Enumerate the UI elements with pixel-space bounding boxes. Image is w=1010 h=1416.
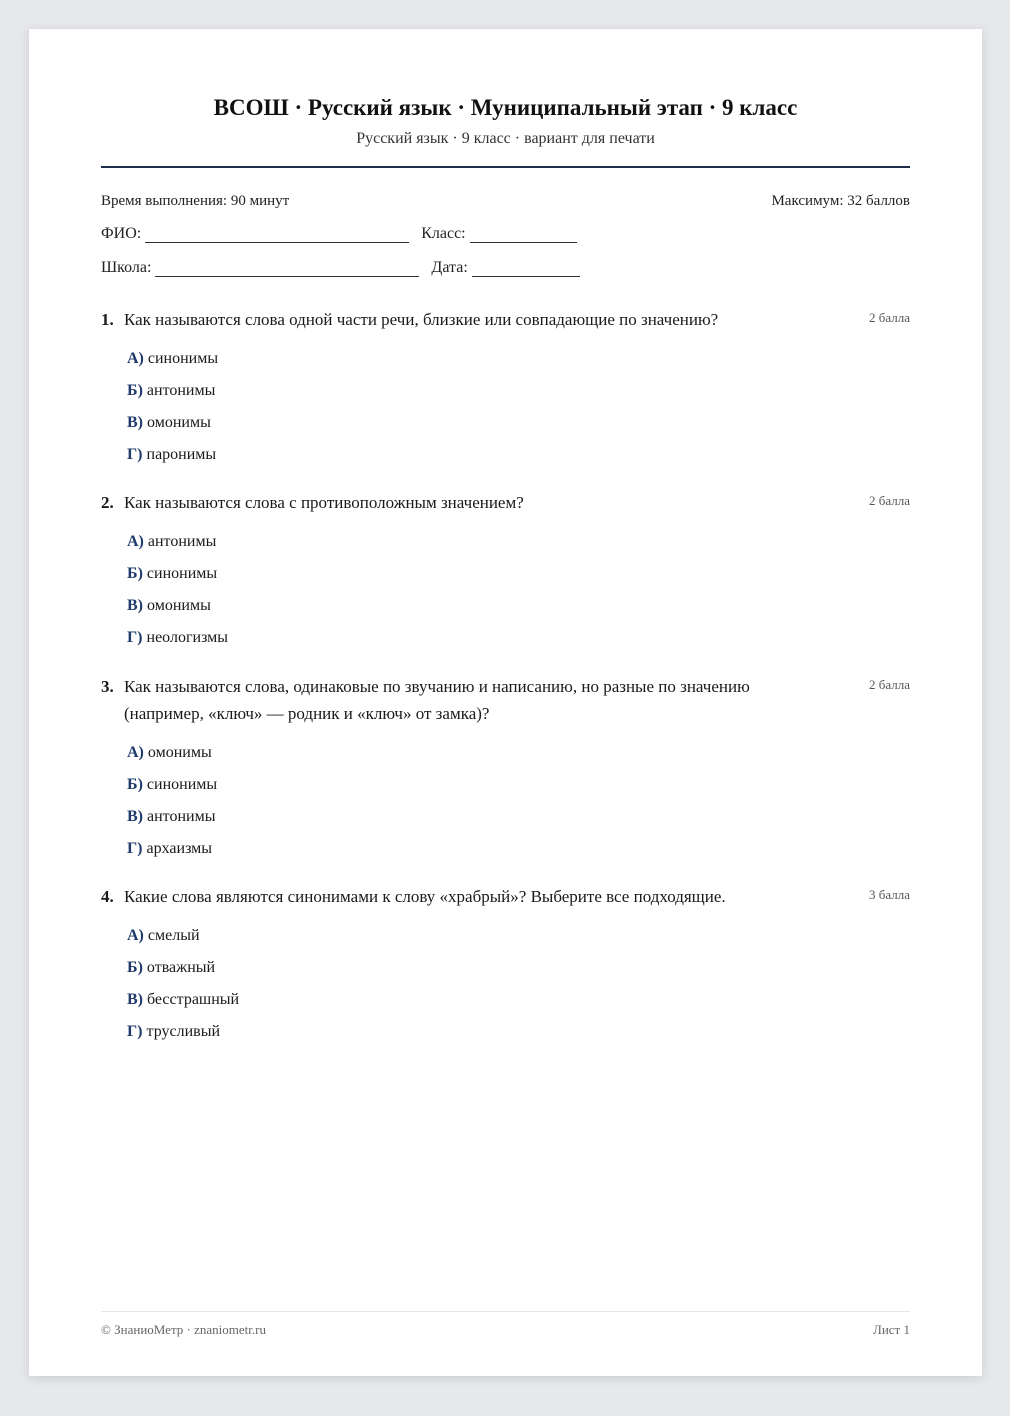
option-text: смелый xyxy=(147,927,200,944)
school-row xyxy=(101,259,580,277)
option-letter: В) xyxy=(127,991,143,1008)
question-points: 2 балла xyxy=(869,677,910,692)
option-text: антонимы xyxy=(146,382,216,399)
option-b[interactable] xyxy=(127,769,910,801)
question-points: 3 балла xyxy=(869,887,910,902)
question-number: 3. xyxy=(101,677,114,696)
option-text: синонимы xyxy=(146,565,218,582)
option-letter: Г) xyxy=(127,1023,143,1040)
question-points: 2 балла xyxy=(869,310,910,325)
question-number: 4. xyxy=(101,887,114,906)
document-sheet xyxy=(29,29,982,1376)
question-2 xyxy=(101,489,910,654)
option-text: синонимы xyxy=(146,776,218,793)
option-text: бесстрашный xyxy=(147,991,240,1008)
option-letter: В) xyxy=(127,597,143,614)
option-text: паронимы xyxy=(146,446,217,463)
option-g[interactable] xyxy=(127,439,910,471)
header-divider xyxy=(101,166,910,168)
option-list xyxy=(101,343,910,471)
option-g[interactable] xyxy=(127,833,910,865)
option-letter: Г) xyxy=(127,629,143,646)
question-text: Как называются слова, одинаковые по звучанию и написанию, но разные по значению (например, «ключ» — родник и «ключ» от замка)? xyxy=(124,677,750,723)
sheet-content xyxy=(101,29,910,1376)
option-text: трусливый xyxy=(146,1023,221,1040)
option-letter: Б) xyxy=(127,382,143,399)
page-number: Лист 1 xyxy=(873,1322,910,1337)
option-b[interactable] xyxy=(127,558,910,590)
school-label: Школа: xyxy=(101,259,152,276)
option-text: антонимы xyxy=(147,808,216,825)
question-header xyxy=(101,489,910,516)
fio-line[interactable] xyxy=(145,228,409,243)
footer-copyright: © ЗнаниоМетр · znaniometr.ru xyxy=(101,1322,266,1337)
option-letter: Б) xyxy=(127,959,143,976)
question-text: Как называются слова одной части речи, близкие или совпадающие по значению? xyxy=(124,310,719,329)
fio-label: ФИО: xyxy=(101,225,142,242)
option-letter: А) xyxy=(127,744,144,761)
question-1 xyxy=(101,306,910,471)
question-number: 2. xyxy=(101,493,114,512)
option-letter: Б) xyxy=(127,776,143,793)
option-a[interactable] xyxy=(127,343,910,375)
option-text: омонимы xyxy=(147,597,211,614)
page-subtitle: Русский язык · 9 класс · вариант для печати xyxy=(356,130,655,147)
option-letter: Б) xyxy=(127,565,143,582)
option-v[interactable] xyxy=(127,407,910,439)
option-b[interactable] xyxy=(127,375,910,407)
option-letter: А) xyxy=(127,350,144,367)
question-text: Как называются слова с противоположным значением? xyxy=(124,493,524,512)
option-a[interactable] xyxy=(127,737,910,769)
question-header xyxy=(101,883,910,910)
class-line[interactable] xyxy=(470,228,577,243)
option-list xyxy=(101,920,910,1048)
option-text: отважный xyxy=(146,959,216,976)
time-limit: Время выполнения: 90 минут xyxy=(101,193,290,209)
question-4 xyxy=(101,883,910,1048)
max-score: Максимум: 32 баллов xyxy=(771,193,910,209)
question-text: Какие слова являются синонимами к слову «храбрый»? Выберите все подходящие. xyxy=(124,887,726,906)
option-list xyxy=(101,737,910,865)
date-label: Дата: xyxy=(431,259,468,276)
option-a[interactable] xyxy=(127,920,910,952)
option-text: омонимы xyxy=(147,414,211,431)
question-header xyxy=(101,673,910,727)
class-label: Класс: xyxy=(421,225,466,242)
option-g[interactable] xyxy=(127,622,910,654)
option-letter: Г) xyxy=(127,840,143,857)
option-g[interactable] xyxy=(127,1016,910,1048)
option-v[interactable] xyxy=(127,984,910,1016)
option-text: архаизмы xyxy=(146,840,213,857)
option-b[interactable] xyxy=(127,952,910,984)
option-v[interactable] xyxy=(127,590,910,622)
question-points: 2 балла xyxy=(869,493,910,508)
option-letter: В) xyxy=(127,808,143,825)
footer-divider xyxy=(101,1311,910,1312)
school-line[interactable] xyxy=(155,262,419,277)
option-text: антонимы xyxy=(147,533,217,550)
question-header xyxy=(101,306,910,333)
option-a[interactable] xyxy=(127,526,910,558)
question-3 xyxy=(101,673,910,865)
option-letter: А) xyxy=(127,533,144,550)
option-letter: Г) xyxy=(127,446,143,463)
date-line[interactable] xyxy=(472,262,580,277)
option-text: неологизмы xyxy=(146,629,229,646)
option-text: омонимы xyxy=(147,744,212,761)
option-letter: В) xyxy=(127,414,143,431)
option-text: синонимы xyxy=(147,350,219,367)
option-list xyxy=(101,526,910,654)
option-v[interactable] xyxy=(127,801,910,833)
page-title: ВСОШ · Русский язык · Муниципальный этап · 9 класс xyxy=(213,95,798,120)
question-number: 1. xyxy=(101,310,114,329)
fio-row xyxy=(101,225,577,243)
option-letter: А) xyxy=(127,927,144,944)
